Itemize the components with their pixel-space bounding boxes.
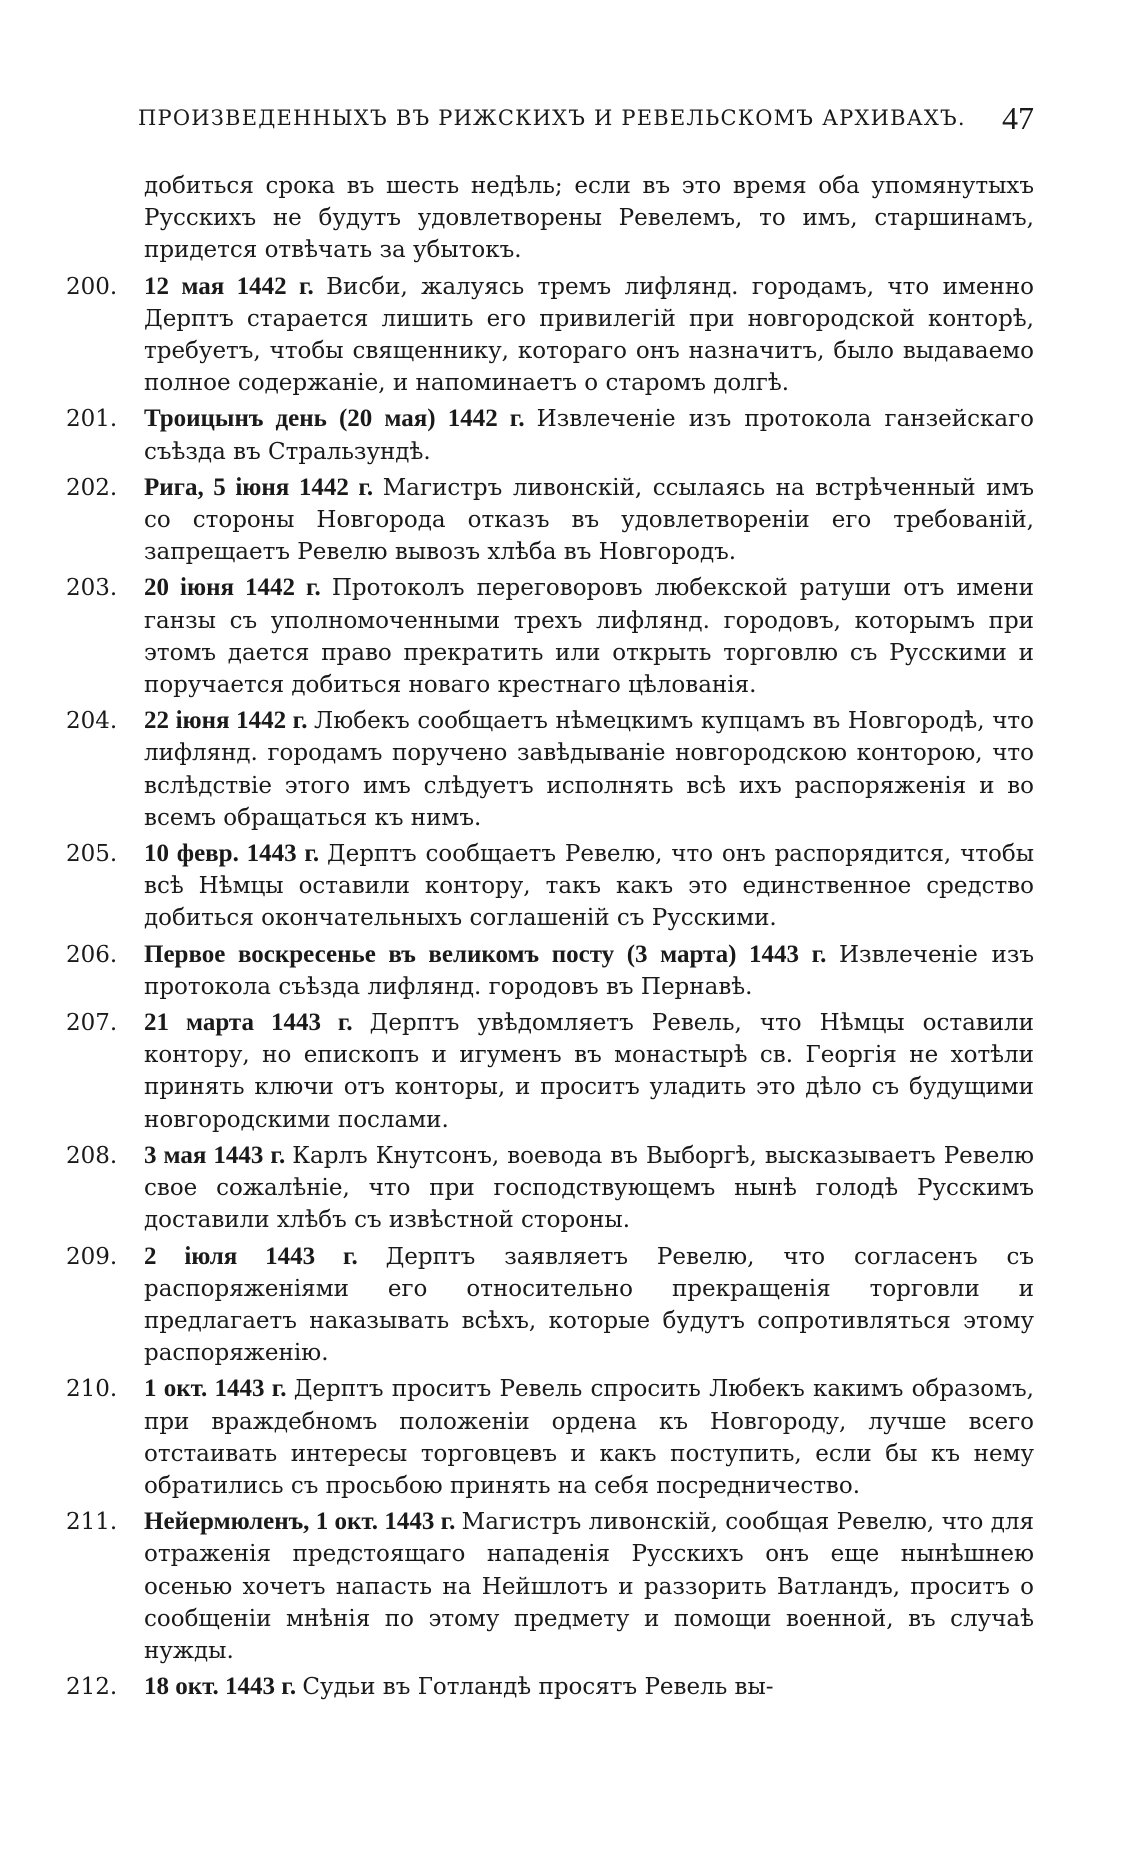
entry-date: 3 мая 1443 г. [144,1141,293,1169]
entry-date: 22 іюня 1442 г. [144,707,315,735]
entry-number: 200. [66,273,118,300]
entry-202 [66,472,1034,569]
page-header [138,96,1034,140]
entry-date: Троицынъ день (20 мая) 1442 г. [144,405,537,433]
entry-date: Рига, 5 іюня 1442 г. [144,473,383,501]
entry-number: 203. [66,575,118,602]
entry-text: Висби, жалуясь тремъ лифлянд. городамъ, что именно Дерптъ старается лишить его привилегій при новгородской конторѣ, требуетъ, чтобы священнику, котораго онъ назначитъ, было выдаваемо полное содержаніе, и напоминаетъ о старомъ долгѣ. [144,273,1035,397]
entry-203 [66,572,1034,701]
entry-date: 18 окт. 1443 г. [144,1673,303,1701]
entry-text: Дерптъ заявляетъ Ревелю, что согласенъ съ распоряженіями его относительно прекращенія торговли и предлагаетъ наказывать всѣхъ, которые будутъ сопротивляться этому распоряженію. [144,1243,1034,1367]
entry-number: 208. [66,1142,118,1169]
entry-209 [66,1241,1034,1370]
entry-date: 21 марта 1443 г. [144,1009,370,1037]
entry-208 [66,1140,1034,1237]
entry-date: 1 окт. 1443 г. [144,1375,294,1403]
entry-date: 20 іюня 1442 г. [144,574,332,602]
entry-211 [66,1506,1034,1667]
entry-text: Извлеченіе изъ протокола съѣзда лифлянд. городовъ въ Пернавѣ. [144,941,1034,1000]
entry-date: Первое воскресенье въ великомъ посту (3 марта) 1443 г. [144,940,839,968]
entry-207 [66,1007,1034,1136]
entry-date: Нейермюленъ, 1 окт. 1443 г. [144,1508,462,1536]
entry-number: 204. [66,708,118,735]
entry-text: Судьи въ Готландѣ просятъ Ревель вы- [302,1674,774,1701]
entry-text: Дерптъ увѣдомляетъ Ревель, что Нѣмцы оставили контору, но епископъ и игуменъ въ монастырѣ св. Георгія не хотѣли принять ключи отъ конторы, и проситъ уладить это дѣло съ будущими новгородскими послами. [144,1010,1034,1133]
entry-text: Дерптъ сообщаетъ Ревелю, что онъ распорядится, чтобы всѣ Нѣмцы оставили контору, такъ какъ это единственное средство добиться окончательныхъ соглашеній съ Русскими. [144,841,1034,932]
entry-text: Карлъ Кнутсонъ, воевода въ Выборгѣ, высказываетъ Ревелю свое сожалѣніе, что при господствующемъ нынѣ голодѣ Русскимъ доставили хлѣбъ съ извѣстной стороны. [144,1142,1034,1234]
continuation-paragraph: добиться срока въ шесть недѣль; если въ это время оба упомянутыхъ Русскихъ не будутъ удовлетворены Ревелемъ, то имъ, старшинамъ, придется отвѣчать за убытокъ. [144,173,1034,264]
entry-number: 201. [66,406,118,433]
entry-date: 2 іюля 1443 г. [144,1242,386,1270]
entry-number: 206. [66,941,118,968]
entry-text: Магистръ ливонскій, ссылаясь на встрѣченный имъ со стороны Новгорода отказъ въ удовлетвореніи его требованій, запрещаетъ Ревелю вывозъ хлѣба въ Новгородъ. [144,474,1035,566]
entry-text: Протоколъ переговоровъ любекской ратуши отъ имени ганзы съ уполномоченными трехъ лифлянд. городовъ, которымъ при этомъ дается право прекратить или открыть торговлю съ Русскими и поручается добиться новаго крестнаго цѣлованія. [144,575,1034,699]
entry-206 [66,939,1034,1003]
entry-number: 202. [66,474,118,501]
entry-date: 10 февр. 1443 г. [144,840,327,868]
entry-200 [66,271,1034,400]
entry-text: Извлеченіе изъ протокола ганзейскаго съѣзда въ Стральзундѣ. [144,406,1034,465]
entry-number: 212. [66,1674,118,1701]
entry-number: 205. [66,841,118,868]
entry-text: Любекъ сообщаетъ нѣмецкимъ купцамъ въ Новгородѣ, что лифлянд. городамъ поручено завѣдываніе новгородскою конторою, что вслѣдствіе этого имъ слѣдуетъ исполнять всѣ ихъ распоряженія и во всемъ обращаться къ нимъ. [144,708,1035,831]
entry-number: 207. [66,1010,118,1037]
entry-212 [66,1671,1034,1703]
entry-210 [66,1373,1034,1502]
page-number: 47 [1002,99,1034,136]
running-title: ПРОИЗВЕДЕННЫХЪ ВЪ РИЖСКИХЪ И РЕВЕЛЬСКОМЪ АРХИВАХЪ. [138,106,966,130]
entry-text: Магистръ ливонскій, сообщая Ревелю, что для отраженія предстоящаго нападенія Русскихъ онъ еще нынѣшнею осенью хочетъ напасть на Нейшлотъ и раззорить Ватландъ, проситъ о сообщеніи мнѣнія по этому предмету и помощи военной, въ случаѣ нужды. [144,1509,1034,1664]
entry-205 [66,838,1034,935]
entry-number: 211. [66,1509,118,1536]
entry-number: 209. [66,1243,118,1270]
entry-204 [66,705,1034,834]
entry-201 [66,403,1034,467]
entry-text: Дерптъ проситъ Ревель спросить Любекъ какимъ образомъ, при враждебномъ положеніи ордена къ Новгороду, лучше всего отстаивать интересы торговцевъ и какъ поступить, если бы къ нему обратились съ просьбою принять на себя посредничество. [144,1376,1034,1499]
entry-number: 210. [66,1376,118,1403]
page-body [66,170,1034,1703]
entry-date: 12 мая 1442 г. [144,272,327,300]
